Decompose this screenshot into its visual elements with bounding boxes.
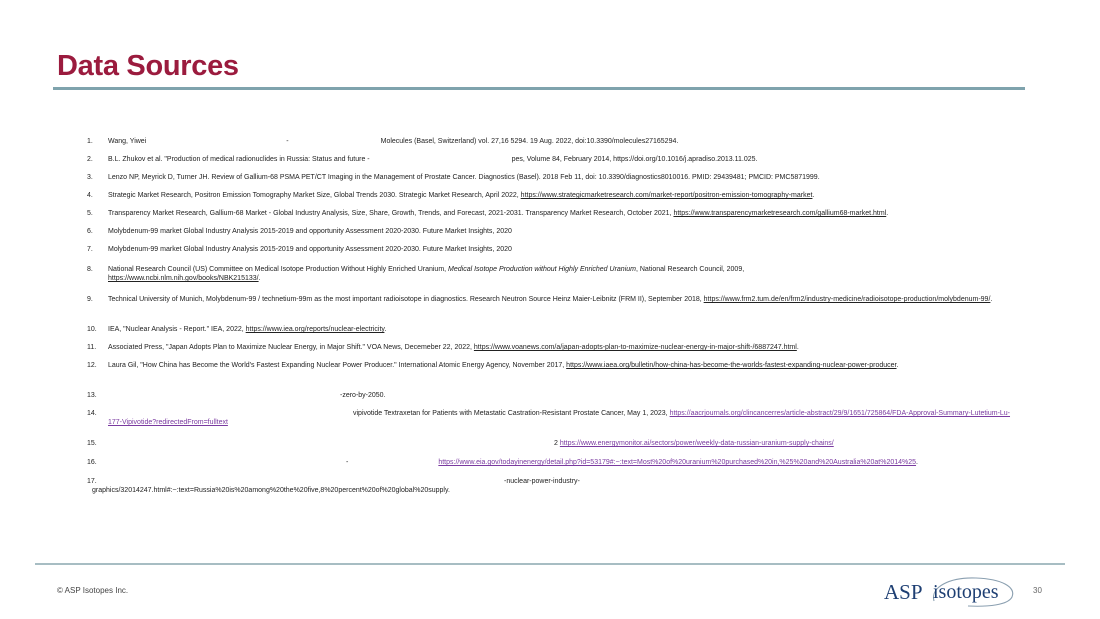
reference-text [108,265,1013,283]
reference-text [108,325,1013,334]
reference-text [108,137,1013,146]
reference-segment: Wang, Yiwei [108,138,147,145]
company-logo [884,575,1024,609]
title-divider [53,87,1025,90]
reference-segment: Associated Press, "Japan Adopts Plan to Maximize Nuclear Energy, in Major Shift." VOA News, Decemeber 22, 2022, [108,344,474,351]
reference-segment: Laura Gil, "How China has Become the World's Fastest Expanding Nuclear Power Producer." International Atomic Energy Agency, November 2017, [108,362,567,369]
reference-text [108,458,1013,467]
reference-segment: - [346,459,349,466]
reference-segment: Technical University of Munich, Molybdenum-99 / technetium-99m as the most important radioisotope in diagnostics. Research Neutron Source Heinz Maier-Leibnitz (FRM II), September 2018, [108,296,704,303]
reference-segment: Strategic Market Research, Positron Emission Tomography Market Size, Global Trends 2030. Strategic Market Research, April 2022, [108,192,521,199]
reference-segment: 2 [554,440,560,447]
reference-segment: Molybdenum-99 market Global Industry Analysis 2015-2019 and opportunity Assessment 2020-2030. Future Market Insights, 2020 [108,228,512,235]
reference-text [108,391,1013,400]
reference-segment: pes, Volume 84, February 2014, https://doi.org/10.1016/j.apradiso.2013.11.025. [511,156,758,163]
reference-number: 1. [87,138,93,145]
reference-link[interactable]: https://www.iaea.org/bulletin/how-china-has-become-the-worlds-fastest-expanding-nuclear-power-producer [566,362,897,369]
reference-number: 3. [87,174,93,181]
reference-number: 9. [87,296,93,303]
reference-segment: -zero-by-2050. [340,392,386,399]
reference-title: Medical Isotope Production without Highly Enriched Uranium [448,266,636,273]
page-number: 30 [1033,586,1042,595]
reference-segment: . [886,210,889,217]
reference-number: 13. [87,392,97,399]
reference-segment: National Research Council (US) Committee on Medical Isotope Production Without Highly Enriched Uranium, [108,266,449,273]
reference-number: 14. [87,410,97,417]
reference-segment: . [384,326,387,333]
reference-number: 6. [87,228,93,235]
reference-link[interactable]: https://www.voanews.com/a/japan-adopts-plan-to-maximize-nuclear-energy-in-major-shift-/6887247.html [473,344,797,351]
reference-text [108,361,1013,370]
reference-segment: B.L. Zhukov et al. "Production of medical radionuclides in Russia: Status and future - [108,156,370,163]
reference-number: 8. [87,266,93,273]
reference-number: 2. [87,156,93,163]
reference-text [108,155,1013,164]
page-title: Data Sources [57,50,239,82]
reference-link[interactable]: https://www.energymonitor.ai/sectors/power/weekly-data-russian-uranium-supply-chains/ [559,440,834,447]
reference-number: 5. [87,210,93,217]
reference-number: 11. [87,344,97,351]
reference-segment: . [796,344,799,351]
reference-text [108,343,1013,352]
reference-segment: . [258,275,261,283]
reference-segment: . [916,459,918,466]
reference-text [108,227,1013,236]
reference-segment: Molecules (Basel, Switzerland) vol. 27,16 5294. 19 Aug. 2022, doi:10.3390/molecules27165294. [380,138,679,145]
reference-segment: , National Research Council, 2009, [635,266,745,273]
reference-link[interactable]: https://aacrjournals.org/clincancerres/article-abstract/29/9/1651/725864/FDA-Approval-Summary-Lutetium-Lu-177-Vipivotide?redirectedFrom=fulltext [108,410,1011,427]
reference-segment: IEA, "Nuclear Analysis - Report." IEA, 2022, [108,326,246,333]
reference-link[interactable]: https://www.frm2.tum.de/en/frm2/industry-medicine/radioisotope-production/molybdenum-99/ [703,296,991,303]
reference-link[interactable]: https://www.strategicmarketresearch.com/market-report/positron-emission-tomography-market [520,192,813,199]
reference-text [108,209,1013,218]
footer-divider [35,563,1065,565]
reference-text [108,295,1013,304]
reference-segment: graphics/32014247.html#:~:text=Russia%20is%20among%20the%20five,8%20percent%20of%20global%20supply. [92,487,450,495]
reference-link[interactable]: https://www.iea.org/reports/nuclear-electricity [245,326,385,333]
reference-number: 16. [87,459,97,466]
reference-segment: vipivotide Textraxetan for Patients with Metastatic Castration-Resistant Prostate Cancer, May 1, 2023, [353,410,670,417]
reference-number: 15. [87,440,97,447]
reference-segment: Molybdenum-99 market Global Industry Analysis 2015-2019 and opportunity Assessment 2020-2030. Future Market Insights, 2020 [108,246,512,253]
reference-number: 12. [87,362,97,369]
reference-segment: Lenzo NP, Meyrick D, Turner JH. Review of Gallium-68 PSMA PET/CT Imaging in the Management of Prostate Cancer. Diagnostics (Basel). 2018 Feb 11, doi: 10.3390/diagnostics8010016. PMID: 29439481; PMCID: PMC5871999. [108,174,820,181]
reference-segment: - [286,138,289,145]
reference-number: 7. [87,246,93,253]
reference-text [108,245,1013,254]
logo-text: ASP [884,580,923,604]
reference-text [108,409,1013,427]
reference-link[interactable]: https://www.eia.gov/todayinenergy/detail.php?id=53179#:~:text=Most%20of%20uranium%20purchased%20in,%25%20and%20Australia%20at%2014%25 [438,459,917,466]
logo-text: isotopes [933,581,999,603]
reference-text [108,173,1013,182]
reference-link[interactable]: https://www.ncbi.nlm.nih.gov/books/NBK215133/ [108,275,259,283]
reference-link[interactable]: https://www.transparencymarketresearch.com/gallium68-market.html [673,210,887,217]
reference-segment: . [990,296,993,303]
reference-segment: . [896,362,899,369]
reference-number: 10. [87,326,97,333]
reference-text [108,191,1013,200]
reference-number: 4. [87,192,93,199]
reference-segment: Transparency Market Research, Gallium-68 Market - Global Industry Analysis, Size, Share, Growth, Trends, and Forecast, 2021-2031. Transparency Market Research, October 2021, [108,210,674,217]
reference-segment: . [812,192,815,199]
copyright-text: © ASP Isotopes Inc. [57,586,129,595]
reference-number: 17. [87,478,97,485]
reference-text [108,439,1013,448]
reference-segment: -nuclear-power-industry- [504,478,580,485]
